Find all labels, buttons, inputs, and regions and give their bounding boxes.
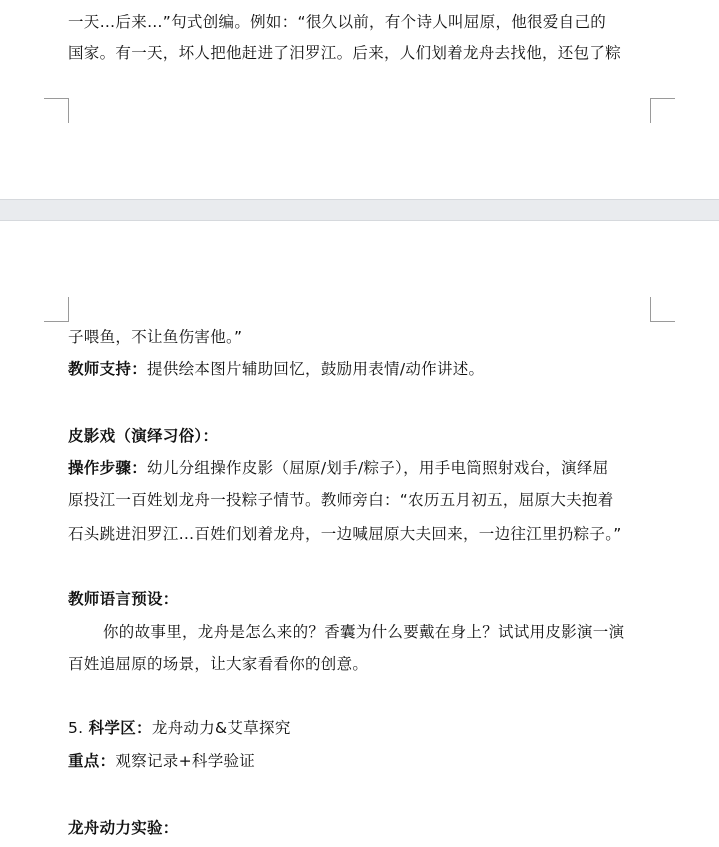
focus-text: 观察记录+科学验证 [115,752,256,770]
margin-corner-top-right [650,297,675,322]
paragraph-line: 子喂鱼，不让鱼伤害他。” [68,328,243,346]
science-label: 科学区： [88,719,152,737]
page-separator [0,199,719,221]
steps-text: 幼儿分组操作皮影（屈原/划手/粽子），用手电筒照射戏台，演绎屈 [147,459,609,477]
steps-line [68,458,609,478]
paragraph-line: 百姓追屈原的场景，让大家看看你的创意。 [68,655,369,673]
focus-label: 重点： [68,752,116,770]
steps-label: 操作步骤： [68,459,148,477]
paragraph-line: 石头跳进汨罗江…百姓们划着龙舟，一边喊屈原大夫回来，一边往江里扔粽子。” [68,525,622,543]
section-number: 5. [68,719,84,737]
teacher-support-line [68,359,484,379]
experiment-heading: 龙舟动力实验： [68,819,179,837]
focus-line [68,751,255,771]
teacher-support-text: 提供绘本图片辅助回忆，鼓励用表情/动作讲述。 [147,360,485,378]
teacher-support-label: 教师支持： [68,360,148,378]
language-heading: 教师语言预设： [68,590,179,608]
margin-corner-bottom-left [44,98,69,123]
document-page-bottom [0,221,719,847]
margin-corner-top-left [44,297,69,322]
science-section-line [68,718,291,738]
science-title: 龙舟动力&艾草探究 [151,719,291,737]
document-page-top [0,0,719,199]
paragraph-line: 国家。有一天，坏人把他赶进了汨罗江。后来，人们划着龙舟去找他，还包了粽 [68,44,622,62]
paragraph-line: 你的故事里，龙舟是怎么来的？香囊为什么要戴在身上？试试用皮影演一演 [103,623,625,641]
margin-corner-bottom-right [650,98,675,123]
paragraph-line: 一天…后来…”句式创编。例如：“很久以前，有个诗人叫屈原，他很爱自己的 [68,13,607,31]
shadow-play-heading: 皮影戏（演绎习俗）： [68,427,219,445]
paragraph-line: 原投江一百姓划龙舟一投粽子情节。教师旁白：“农历五月初五，屈原大夫抱着 [68,491,614,509]
